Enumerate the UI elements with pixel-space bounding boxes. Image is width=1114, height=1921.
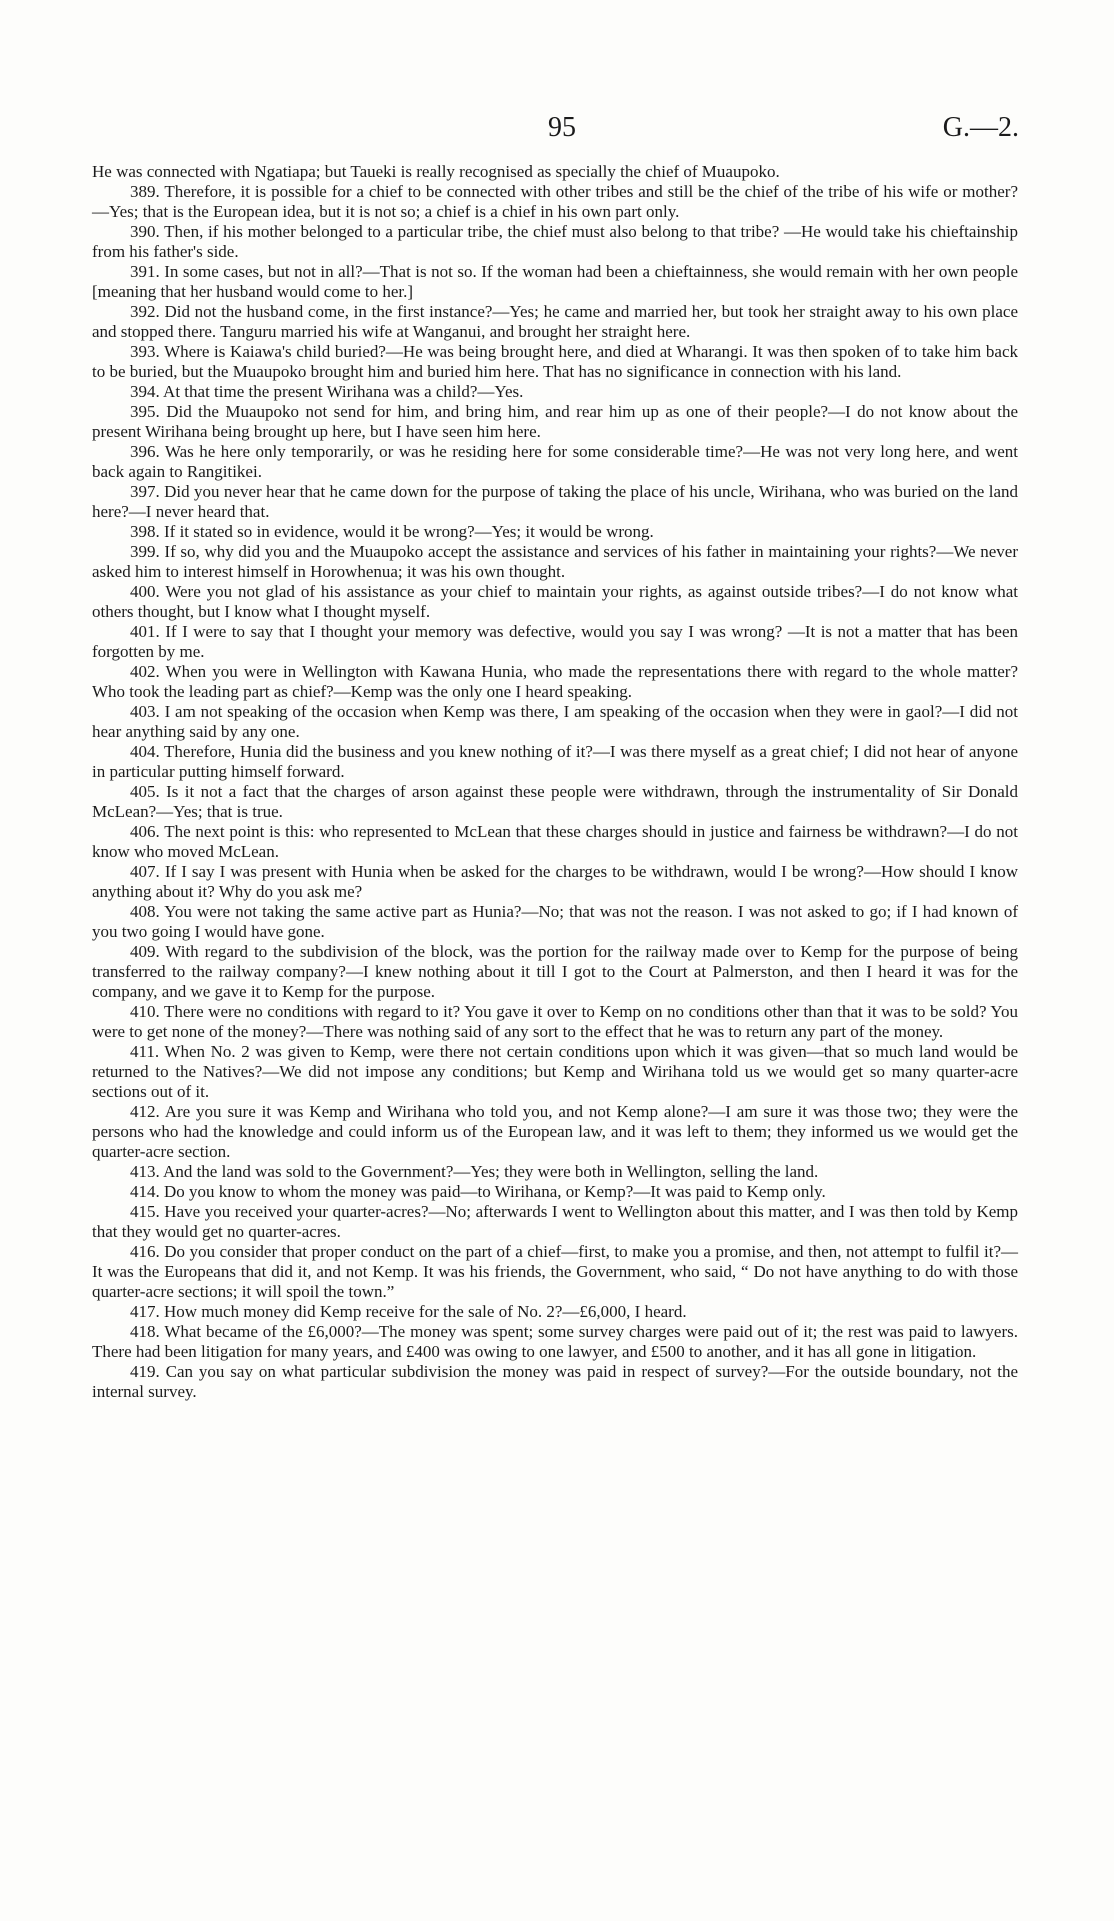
continuation-paragraph: He was connected with Ngatiapa; but Taueki is really recognised as specially the chief of Muaupoko.	[92, 162, 780, 181]
question-390: 390. Then, if his mother belonged to a particular tribe, the chief must also belong to that tribe? —He would take his chieftainship from his father's side.	[92, 222, 1018, 261]
question-406: 406. The next point is this: who represented to McLean that these charges should in justice and fairness be withdrawn?—I do not know who moved McLean.	[92, 822, 1018, 861]
question-397: 397. Did you never hear that he came down for the purpose of taking the place of his uncle, Wirihana, who was buried on the land here?—I never heard that.	[92, 482, 1018, 521]
page-header	[0, 108, 1114, 148]
question-391: 391. In some cases, but not in all?—That is not so. If the woman had been a chieftainness, she would remain with her own people [meaning that her husband would come to her.]	[92, 262, 1018, 301]
question-395: 395. Did the Muaupoko not send for him, and bring him, and rear him up as one of their people?—I do not know about the present Wirihana being brought up here, but I have seen him here.	[92, 402, 1018, 441]
question-408: 408. You were not taking the same active part as Hunia?—No; that was not the reason. I was not asked to go; if I had known of you two going I would have gone.	[92, 902, 1018, 941]
evidence-text	[92, 162, 1018, 1402]
question-393: 393. Where is Kaiawa's child buried?—He was being brought here, and died at Wharangi. It was then spoken of to take him back to be buried, but the Muaupoko brought him and buried him here. That has no significance in connection with his land.	[92, 342, 1018, 381]
question-409: 409. With regard to the subdivision of the block, was the portion for the railway made over to Kemp for the purpose of being transferred to the railway company?—I knew nothing about it till I got to the Court at Palmerston, and then I heard it was for the company, and we gave it to Kemp for the purpose.	[92, 942, 1018, 1001]
question-417: 417. How much money did Kemp receive for the sale of No. 2?—£6,000, I heard.	[130, 1302, 687, 1321]
question-414: 414. Do you know to whom the money was paid—to Wirihana, or Kemp?—It was paid to Kemp only.	[130, 1182, 826, 1201]
question-389: 389. Therefore, it is possible for a chief to be connected with other tribes and still be the chief of the tribe of his wife or mother?—Yes; that is the European idea, but it is not so; a chief is a chief in his own part only.	[92, 182, 1018, 221]
question-412: 412. Are you sure it was Kemp and Wirihana who told you, and not Kemp alone?—I am sure it was those two; they were the persons who had the knowledge and could inform us of the European law, and it was left to them; they informed us we would get the quarter-acre section.	[92, 1102, 1018, 1161]
question-392: 392. Did not the husband come, in the first instance?—Yes; he came and married her, but took her straight away to his own place and stopped there. Tanguru married his wife at Wanganui, and brought her straight here.	[92, 302, 1018, 341]
question-398: 398. If it stated so in evidence, would it be wrong?—Yes; it would be wrong.	[130, 522, 654, 541]
question-418: 418. What became of the £6,000?—The money was spent; some survey charges were paid out of it; the rest was paid to lawyers. There had been litigation for many years, and £400 was owing to one lawyer, and £500 to another, and it has all gone in litigation.	[92, 1322, 1018, 1361]
page-number: 95	[548, 112, 576, 143]
question-410: 410. There were no conditions with regard to it? You gave it over to Kemp on no conditions other than that it was to be sold? You were to get none of the money?—There was nothing said of any sort to the effect that he was to return any part of the money.	[92, 1002, 1018, 1041]
question-396: 396. Was he here only temporarily, or was he residing here for some considerable time?—He was not very long here, and went back again to Rangitikei.	[92, 442, 1018, 481]
question-394: 394. At that time the present Wirihana was a child?—Yes.	[130, 382, 524, 401]
question-404: 404. Therefore, Hunia did the business and you knew nothing of it?—I was there myself as a great chief; I did not hear of anyone in particular putting himself forward.	[92, 742, 1018, 781]
question-413: 413. And the land was sold to the Government?—Yes; they were both in Wellington, selling the land.	[130, 1162, 819, 1181]
question-403: 403. I am not speaking of the occasion when Kemp was there, I am speaking of the occasion when they were in gaol?—I did not hear anything said by any one.	[92, 702, 1018, 741]
question-401: 401. If I were to say that I thought your memory was defective, would you say I was wrong? —It is not a matter that has been forgotten by me.	[92, 622, 1018, 661]
question-411: 411. When No. 2 was given to Kemp, were there not certain conditions upon which it was given—that so much land would be returned to the Natives?—We did not impose any conditions; but Kemp and Wirihana told us we would get so many quarter-acre sections out of it.	[92, 1042, 1018, 1101]
question-399: 399. If so, why did you and the Muaupoko accept the assistance and services of his father in maintaining your rights?—We never asked him to interest himself in Horowhenua; it was his own thought.	[92, 542, 1018, 581]
question-400: 400. Were you not glad of his assistance as your chief to maintain your rights, as against outside tribes?—I do not know what others thought, but I know what I thought myself.	[92, 582, 1018, 621]
question-402: 402. When you were in Wellington with Kawana Hunia, who made the representations there with regard to the whole matter? Who took the leading part as chief?—Kemp was the only one I heard speaking.	[92, 662, 1018, 701]
question-405: 405. Is it not a fact that the charges of arson against these people were withdrawn, through the instrumentality of Sir Donald McLean?—Yes; that is true.	[92, 782, 1018, 821]
question-419: 419. Can you say on what particular subdivision the money was paid in respect of survey?—For the outside boundary, not the internal survey.	[92, 1362, 1018, 1401]
question-415: 415. Have you received your quarter-acres?—No; afterwards I went to Wellington about this matter, and I was then told by Kemp that they would get no quarter-acres.	[92, 1202, 1018, 1241]
question-416: 416. Do you consider that proper conduct on the part of a chief—first, to make you a promise, and then, not attempt to fulfil it?—It was the Europeans that did it, and not Kemp. It was his friends, the Government, who said, “ Do not have anything to do with those quarter-acre sections; it will spoil the town.”	[92, 1242, 1018, 1301]
question-407: 407. If I say I was present with Hunia when be asked for the charges to be withdrawn, would I be wrong?—How should I know anything about it? Why do you ask me?	[92, 862, 1018, 901]
document-code: G.—2.	[942, 112, 1019, 143]
